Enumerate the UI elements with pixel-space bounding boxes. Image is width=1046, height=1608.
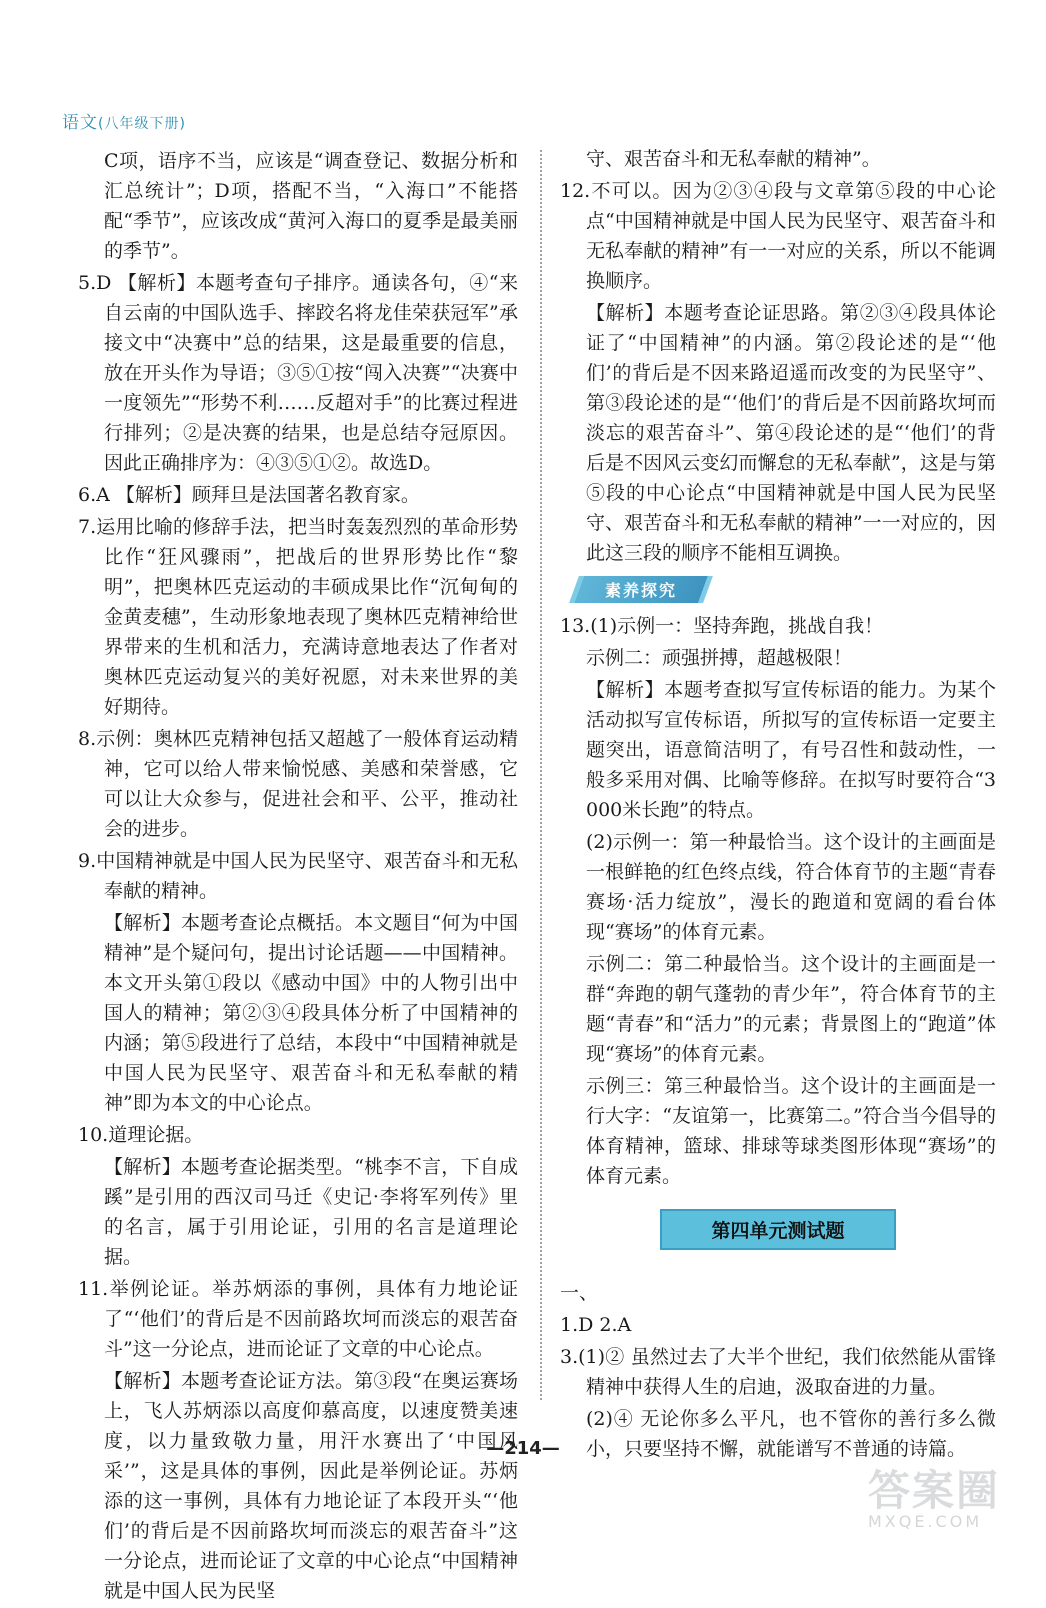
column-divider <box>540 150 542 1400</box>
analysis-9: 【解析】本题考查论点概括。本文题目“何为中国精神”是个疑问句，提出讨论话题——中国精神。本文开头第①段以《感动中国》中的人物引出中国人的精神；第②③④段具体分析了中国精神的内涵；第⑤段进行了总结，本段中“中国精神就是中国人民为民坚守、艰苦奋斗和无私奉献的精神”即为本文的中心论点。 <box>104 912 518 1114</box>
analysis-11: 【解析】本题考查论证方法。第③段“在奥运赛场上，飞人苏炳添以高度仰慕高度，以速度赞美速度，以力量致敬力量，用汗水赛出了‘中国风采’”，这是具体的事例，因此是举例论证。苏炳添的这一事例，具体有力地论证了本段开头“‘他们’的背后是不因前路坎坷而淡忘的艰苦奋斗”这一分论点，进而论证了文章的中心论点“中国精神就是中国人民为民坚 <box>104 1370 518 1602</box>
answer-13-2-example-1: (2)示例一：第一种最恰当。这个设计的主画面是一根鲜艳的红色终点线，符合体育节的主题“青春赛场·活力绽放”，漫长的跑道和宽阔的看台体现“赛场”的体育元素。 <box>586 831 996 943</box>
section-title: 第四单元测试题 <box>660 1209 896 1250</box>
section-banner <box>569 576 713 603</box>
section-banner-label: 素养探究 <box>605 581 678 600</box>
watermark-logo <box>868 1458 1028 1530</box>
answer-8: 8.示例：奥林匹克精神包括又超越了一般体育运动精神，它可以给人带来愉悦感、美感和荣誉感，它可以让大众参与，促进社会和平、公平，推动社会的进步。 <box>78 728 518 840</box>
page-number: —214— <box>486 1438 560 1459</box>
answer-12: 12.不可以。因为②③④段与文章第⑤段的中心论点“中国精神就是中国人民为民坚守、艰苦奋斗和无私奉献的精神”有一一对应的关系，所以不能调换顺序。 <box>560 180 996 292</box>
page-header <box>62 108 186 133</box>
answer-3-2: (2)④ 无论你多么平凡，也不管你的善行多么微小，只要坚持不懈，就能谱写不普通的诗篇。 <box>586 1408 996 1460</box>
watermark-text: 答案圈 <box>868 1466 1001 1515</box>
analysis-10: 【解析】本题考查论据类型。“桃李不言，下自成蹊”是引用的西汉司马迁《史记·李将军列传》里的名言，属于引用论证，引用的名言是道理论据。 <box>104 1156 518 1268</box>
left-column <box>78 146 518 1608</box>
answer-10: 10.道理论据。 <box>78 1124 204 1146</box>
analysis-13-1: 【解析】本题考查拟写宣传标语的能力。为某个活动拟写宣传标语，所拟写的宣传标语一定要主题突出，语意简洁明了，有号召性和鼓动性，一般多采用对偶、比喻等修辞。在拟写时要符合“3000米长跑”的特点。 <box>586 679 996 821</box>
answer-13-2-example-3: 示例三：第三种最恰当。这个设计的主画面是一行大字：“友谊第一，比赛第二。”符合当今倡导的体育精神，篮球、排球等球类图形体现“赛场”的体育元素。 <box>586 1075 996 1187</box>
answer-7: 7.运用比喻的修辞手法，把当时轰轰烈烈的革命形势比作“狂风骤雨”，把战后的世界形势比作“黎明”，把奥林匹克运动的丰硕成果比作“沉甸甸的金黄麦穗”，生动形象地表现了奥林匹克精神给世界带来的生机和活力，充满诗意地表达了作者对奥林匹克运动复兴的美好祝愿，对未来世界的美好期待。 <box>78 516 518 718</box>
analysis-12: 【解析】本题考查论证思路。第②③④段具体论证了“中国精神”的内涵。第②段论述的是“‘他们’的背后是不因来路迢遥而改变的为民坚守”、第③段论述的是“‘他们’的背后是不因前路坎坷而淡忘的艰苦奋斗”、第④段论述的是“‘他们’的背后是不因风云变幻而懈怠的无私奉献”，这是与第⑤段的中心论点“中国精神就是中国人民为民坚守、艰苦奋斗和无私奉献的精神”一一对应的，因此这三段的顺序不能相互调换。 <box>586 302 996 564</box>
right-column <box>560 144 996 1466</box>
grade-label: (八年级下册) <box>98 116 186 132</box>
answer-paragraph: C项，语序不当，应该是“调查登记、数据分析和汇总统计”；D项，搭配不当，“入海口”不能搭配“季节”，应该改成“黄河入海口的夏季是最美丽的季节”。 <box>104 150 518 262</box>
part-one-heading: 一、 <box>560 1282 599 1304</box>
answer-13-2-example-2: 示例二：第二种最恰当。这个设计的主画面是一群“奔跑的朝气蓬勃的青少年”，符合体育节的主题“青春”和“活力”的元素；背景图上的“跑道”体现“赛场”的体育元素。 <box>586 953 996 1065</box>
watermark-url: MXQE.COM <box>868 1512 983 1531</box>
answer-13-1: 13.(1)示例一：坚持奔跑，挑战自我！ <box>560 615 884 637</box>
answer-5: 5.D 【解析】本题考查句子排序。通读各句，④“来自云南的中国队选手、摔跤名将龙佳荣获冠军”承接文中“决赛中”总的结果，这是最重要的信息，放在开头作为导语；③⑤①按“闯入决赛”“决赛中一度领先”“形势不利……反超对手”的比赛过程进行排列；②是决赛的结果，也是总结夺冠原因。因此正确排序为：④③⑤①②。故选D。 <box>78 272 518 474</box>
answer-3-1: 3.(1)② 虽然过去了大半个世纪，我们依然能从雷锋精神中获得人生的启迪，汲取奋进的力量。 <box>560 1346 996 1398</box>
answers-1-2: 1.D 2.A <box>560 1314 632 1336</box>
example-2: 示例二：顽强拼搏，超越极限！ <box>586 647 853 669</box>
answer-11: 11.举例论证。举苏炳添的事例，具体有力地论证了“‘他们’的背后是不因前路坎坷而淡忘的艰苦奋斗”这一分论点，进而论证了文章的中心论点。 <box>78 1278 518 1360</box>
answer-9: 9.中国精神就是中国人民为民坚守、艰苦奋斗和无私奉献的精神。 <box>78 850 518 902</box>
answer-11-continued: 守、艰苦奋斗和无私奉献的精神”。 <box>586 148 881 170</box>
answer-6: 6.A 【解析】顾拜旦是法国著名教育家。 <box>78 484 420 506</box>
subject-label: 语文 <box>62 113 98 133</box>
